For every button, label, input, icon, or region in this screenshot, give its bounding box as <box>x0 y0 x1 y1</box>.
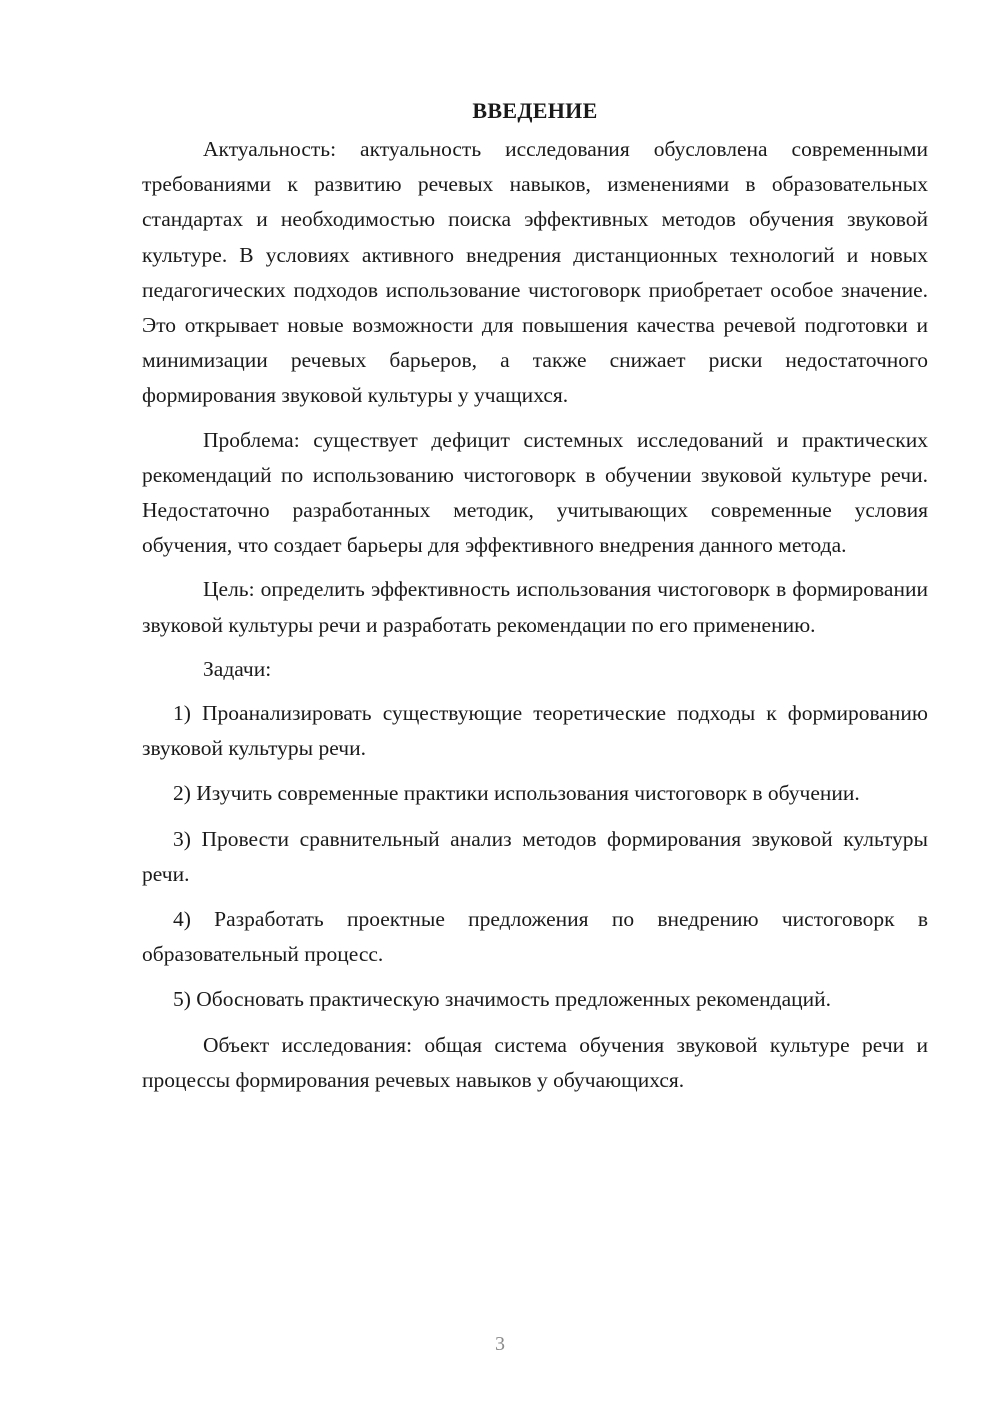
list-item: 2) Изучить современные практики использования чистоговорк в обучении. <box>173 781 860 806</box>
list-item: 5) Обосновать практическую значимость предложенных рекомендаций. <box>173 987 832 1012</box>
list-item: 3) Провести сравнительный анализ методов формирования звуковой культуры речи. <box>142 826 928 886</box>
problem-paragraph: Проблема: существует дефицит системных исследований и практических рекомендаций по использованию чистоговорк в обучении звуковой культуре речи. Недостаточно разработанных методик, учитывающих современные условия обучения, что создает барьеры для эффективного внедрения данного метода. <box>142 427 928 558</box>
tasks-label: Задачи: <box>203 656 272 681</box>
tasks-list <box>142 696 928 1018</box>
research-object-paragraph: Объект исследования: общая система обучения звуковой культуре речи и процессы формирования речевых навыков у обучающихся. <box>142 1032 928 1092</box>
relevance-paragraph: Актуальность: актуальность исследования обусловлена современными требованиями к развитию речевых навыков, изменениями в образовательных стандартах и необходимостью поиска эффективных методов обучения звуковой культуре. В условиях активного внедрения дистанционных технологий и новых педагогических подходов использование чистоговорк приобретает особое значение. Это открывает новые возможности для повышения качества речевой подготовки и минимизации речевых барьеров, а также снижает риски недостаточного формирования звуковой культуры у учащихся. <box>142 137 928 408</box>
page-number: 3 <box>495 1333 505 1355</box>
list-item: 1) Проанализировать существующие теоретические подходы к формированию звуковой культуры речи. <box>142 701 928 761</box>
document-page <box>142 96 928 1107</box>
section-heading: ВВЕДЕНИЕ <box>472 98 598 123</box>
list-item: 4) Разработать проектные предложения по внедрению чистоговорк в образовательный процесс. <box>142 907 928 967</box>
goal-paragraph: Цель: определить эффективность использования чистоговорк в формировании звуковой культуры речи и разработать рекомендации по его применению. <box>142 577 928 637</box>
